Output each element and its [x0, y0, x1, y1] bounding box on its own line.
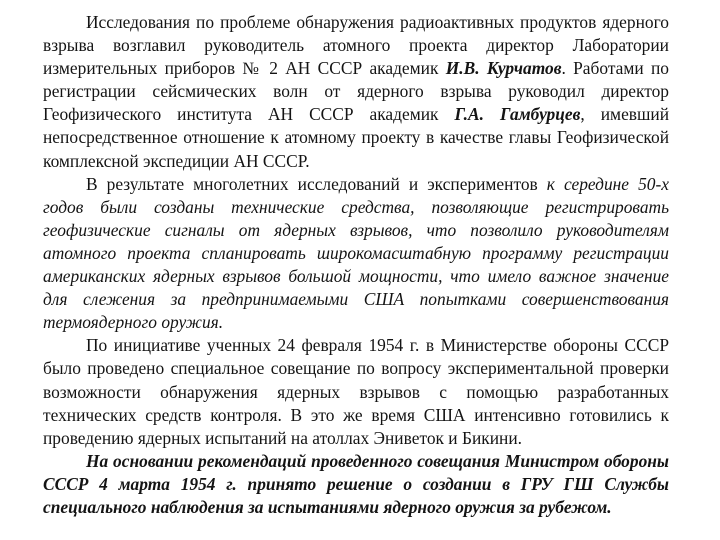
name-gamburtsev: Г.А. Гамбурцев	[454, 104, 581, 125]
paragraph-special-meeting	[43, 334, 669, 449]
paragraph-2-italic-text: к середине 50-х годов были созданы технические средства, позволяющие регистрировать геофизические сигналы от ядерных взрывов, что позволило руководителям атомного проекта спланировать широкомасштабную программу регистрации американских ядерных взрывов большой мощности, что имело важное значение для слежения за предпринимаемыми США попытками совершенствования термоядерного оружия.	[43, 173, 669, 333]
paragraph-1-text-c: , имевший непосредственное отношение к атомному проекту в качестве главы Геофизической комплексной экспедиции АН СССР.	[43, 104, 669, 171]
paragraph-kurchatov-gamburtsev	[43, 11, 669, 173]
paragraph-technical-means	[43, 173, 669, 335]
paragraph-3-text: По инициативе ученных 24 февраля 1954 г. в Министерстве обороны СССР было проведено специальное совещание по вопросу экспериментальной проверки возможности обнаружения ядерных взрывов с помощью разработанных технических средств контроля. В это же время США интенсивно готовились к проведению ядерных испытаний на атоллах Эниветок и Бикини.	[43, 335, 669, 448]
name-kurchatov: И.В. Курчатов	[445, 58, 562, 79]
paragraph-decision	[43, 450, 669, 519]
paragraph-1-text-b: . Работами по регистрации сейсмических волн от ядерного взрыва руководил директор Геофизического института АН СССР академик	[43, 58, 669, 125]
paragraph-4-text: На основании рекомендаций проведенного совещания Министром обороны СССР 4 марта 1954 г. принято решение о создании в ГРУ ГШ Службы специального наблюдения за испытаниями ядерного оружия за рубежом.	[43, 450, 669, 517]
paragraph-1-text-a: Исследования по проблеме обнаружения радиоактивных продуктов ядерного взрыва возглавил руководитель атомного проекта директор Лаборатории измерительных приборов № 2 АН СССР академик	[43, 12, 669, 79]
document-page	[43, 11, 669, 519]
paragraph-2-text-a: В результате многолетних исследований и экспериментов	[86, 173, 547, 194]
